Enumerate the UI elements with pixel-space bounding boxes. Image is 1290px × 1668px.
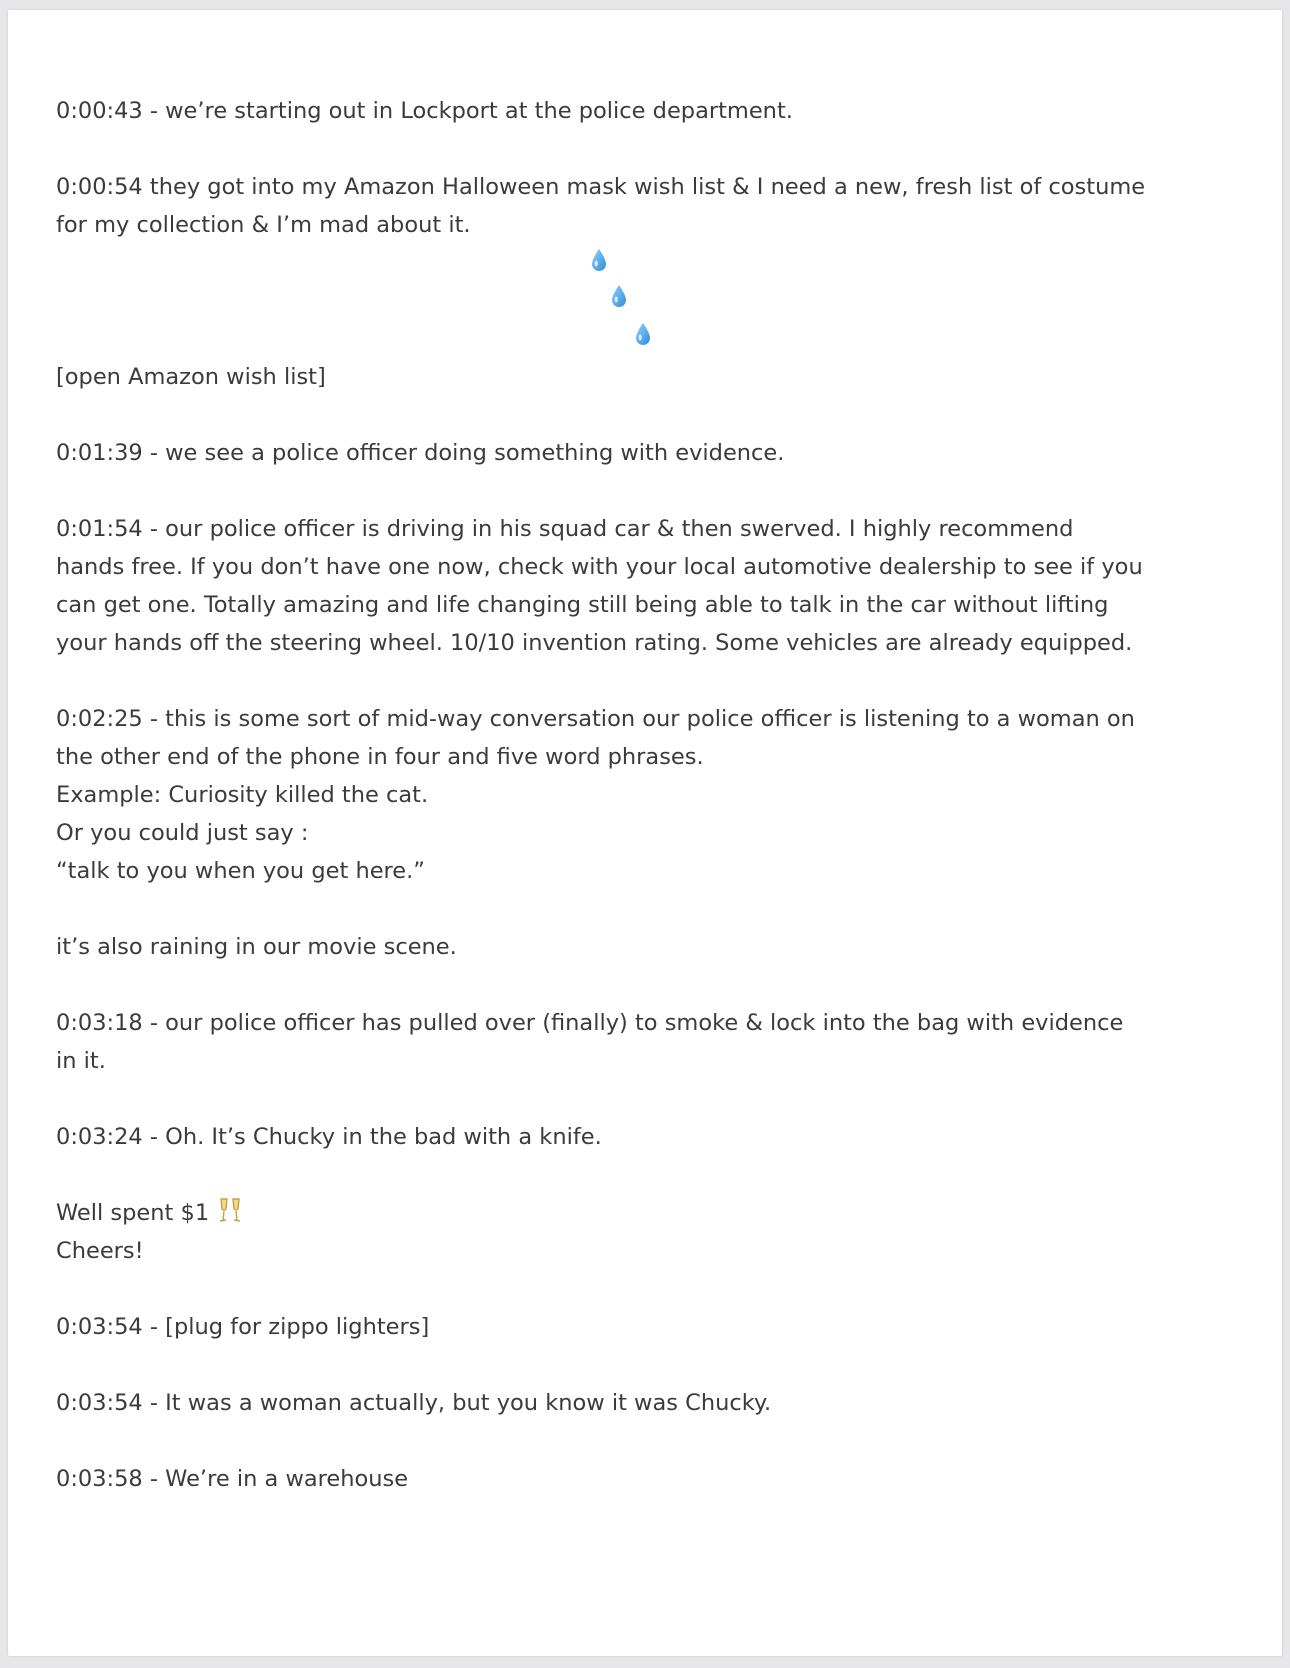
note-line: 0:03:54 - It was a woman actually, but you know it was Chucky. bbox=[56, 1390, 772, 1416]
note-line: 0:01:54 - our police officer is driving in his squad car & then swerved. I highly recommend bbox=[56, 516, 1074, 542]
note-line: Example: Curiosity killed the cat. bbox=[56, 782, 429, 808]
note-line: can get one. Totally amazing and life changing still being able to talk in the car without lifting bbox=[56, 592, 1109, 618]
note-line: 0:03:18 - our police officer has pulled over (finally) to smoke & lock into the bag with evidence bbox=[56, 1010, 1124, 1036]
droplet-icon bbox=[634, 322, 652, 346]
note-line: hands free. If you don’t have one now, check with your local automotive dealership to see if you bbox=[56, 554, 1143, 580]
note-line: the other end of the phone in four and five word phrases. bbox=[56, 744, 704, 770]
note-line: 0:01:39 - we see a police officer doing something with evidence. bbox=[56, 440, 785, 466]
note-line: 0:03:54 - [plug for zippo lighters] bbox=[56, 1314, 430, 1340]
note-line: Or you could just say : bbox=[56, 820, 309, 846]
note-line: “talk to you when you get here.” bbox=[56, 858, 425, 884]
droplet-icon bbox=[590, 248, 608, 272]
note-line: 0:03:24 - Oh. It’s Chucky in the bad with a knife. bbox=[56, 1124, 602, 1150]
droplet-icon bbox=[610, 284, 628, 308]
transcript-notes bbox=[56, 92, 1246, 1498]
note-line: 0:00:54 they got into my Amazon Halloween mask wish list & I need a new, fresh list of costume bbox=[56, 174, 1146, 200]
note-line: 0:00:43 - we’re starting out in Lockport at the police department. bbox=[56, 98, 793, 124]
note-line: for my collection & I’m mad about it. bbox=[56, 212, 471, 238]
note-text: Well spent $1 bbox=[56, 1200, 210, 1226]
note-line: in it. bbox=[56, 1048, 106, 1074]
note-line-with-icon bbox=[56, 1194, 1246, 1232]
note-line: your hands off the steering wheel. 10/10 invention rating. Some vehicles are already equipped. bbox=[56, 630, 1133, 656]
note-line: Cheers! bbox=[56, 1238, 144, 1264]
note-line: [open Amazon wish list] bbox=[56, 364, 326, 390]
document-page bbox=[8, 10, 1282, 1656]
note-line: 0:02:25 - this is some sort of mid-way conversation our police officer is listening to a woman on bbox=[56, 706, 1135, 732]
clinking-glasses-icon bbox=[217, 1196, 243, 1226]
note-line: 0:03:58 - We’re in a warehouse bbox=[56, 1466, 409, 1492]
note-line: it’s also raining in our movie scene. bbox=[56, 934, 457, 960]
droplets-group bbox=[56, 244, 1246, 358]
